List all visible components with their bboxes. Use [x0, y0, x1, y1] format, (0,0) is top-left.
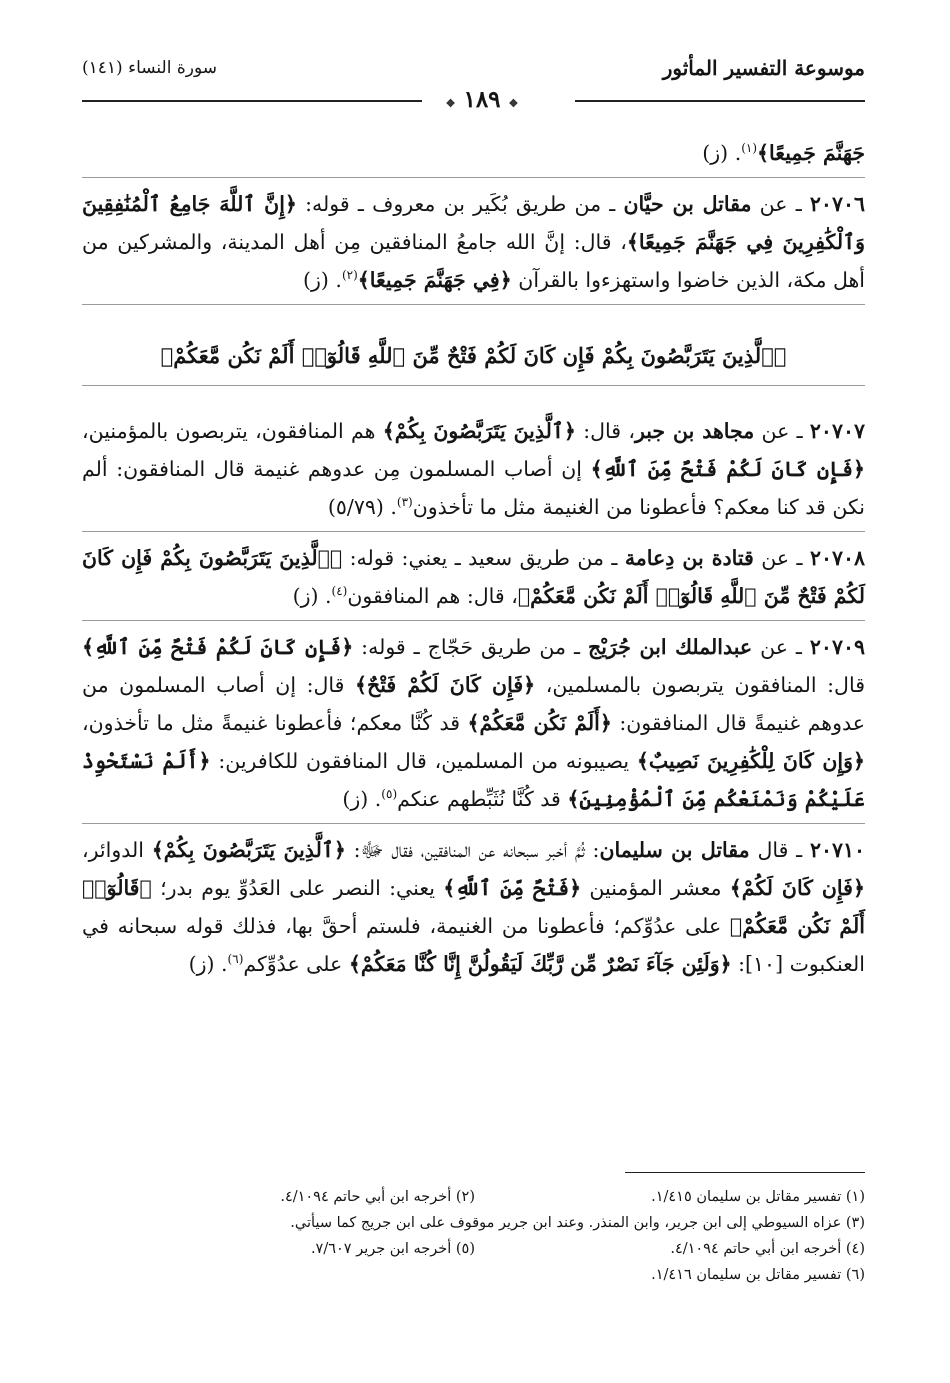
page-number — [432, 86, 532, 113]
entry-number: ٢٠٧٠٨ — [809, 546, 865, 570]
page-number-text: ١٨٩ — [463, 86, 501, 113]
footnote-ref: (٦) — [227, 952, 244, 967]
quran-quote: ﴿فَإِن كَانَ لَكُمْ فَتْحٌ﴾ — [355, 673, 536, 697]
footnote-ref: (٤) — [331, 584, 348, 599]
footnote-6: (٦) تفسير مقاتل بن سليمان ١/٤١٦. — [651, 1267, 865, 1283]
surah-reference: سورة النساء (١٤١) — [82, 58, 218, 78]
header-rule-right — [575, 100, 865, 102]
footnote-ref: (١) — [741, 141, 758, 156]
quran-quote: ﴿ٱلَّذِينَ يَتَرَبَّصُونَ بِكُمْ فَإِن كَانَ لَكُمْ فَتْحٌ مِّنَ ٱللَّهِ قَالُوٓا۟ أَلَمْ نَكُن مَّعَكُمْ﴾ — [82, 546, 865, 608]
text-span: قال: إن أصاب المسلمون من عدوهم غنيمةً قال المنافقون: — [82, 673, 865, 735]
source-code: . (ز) — [292, 584, 332, 608]
entry-20706 — [82, 185, 865, 305]
running-header — [82, 56, 865, 113]
entry-number: ٢٠٧٠٩ — [809, 635, 865, 659]
text-span: ، قال: — [575, 419, 635, 443]
text-span: على عدُوِّكم؛ فأعطونا من الغنيمة، فلستم أحقَّ بها، فذلك قوله سبحانه في العنكبوت [١٠]: — [82, 914, 865, 976]
header-rule-left — [82, 100, 422, 102]
text-span: ـ عن — [752, 635, 810, 659]
text-span: ، قال: إنَّ الله جامعُ المنافقين مِن أهل المدينة، والمشركين من أهل مكة، الذين خاضوا واستهزءوا بالقرآن — [82, 230, 865, 292]
quran-quote: ﴿وَلَئِن جَآءَ نَصْرٌ مِّن رَّبِّكَ لَيَقُولُنَّ إِنَّا كُنَّا مَعَكُمْ﴾ — [348, 952, 732, 976]
footnote-4: (٤) أخرجه ابن أبي حاتم ٤/١٠٩٤. — [670, 1241, 865, 1257]
narrator-name: مجاهد بن جبر — [634, 419, 755, 443]
source-code: . (ز) — [188, 952, 228, 976]
quran-quote: جَهَنَّمَ جَمِيعًا﴾ — [757, 141, 865, 165]
quran-quote: ﴿فَإِن كَانَ لَكُمْ فَتْحٌ مِّنَ ٱللَّهِ﴾ — [590, 457, 865, 481]
footnote-row — [82, 1184, 865, 1210]
footnote-separator — [625, 1172, 865, 1173]
text-span: يصيبونه من المسلمين، قال المنافقون للكافرين: — [210, 749, 637, 773]
ornament-icon: ❖ — [508, 97, 519, 110]
text-span: : ثُمَّ أخبر سبحانه عن المنافقين، فقال ﷻ: — [345, 838, 600, 862]
text-span: ، قال: هم المنافقون — [347, 584, 518, 608]
footnote-ref: (٢) — [341, 268, 358, 283]
entry-20710 — [82, 831, 865, 988]
footnote-row — [82, 1236, 865, 1262]
narrator-name: مقاتل بن سليمان — [599, 838, 750, 862]
text-span: يعني: النصر على العَدُوِّ يوم بدر؛ — [151, 876, 444, 900]
text-span: ـ من طريق بُكَير بن معروف ـ قوله: — [296, 192, 624, 216]
narrator-name: عبدالملك ابن جُرَيْج — [587, 635, 753, 659]
quran-quote: ﴿فَإِن كَانَ لَكُمْ﴾ — [729, 876, 865, 900]
text-span: ـ عن — [754, 419, 810, 443]
quran-quote: ﴿فِي جَهَنَّمَ جَمِيعًا﴾ — [357, 268, 512, 292]
footnote-ref: (٣) — [396, 495, 413, 510]
source-code: . (ز) — [303, 268, 342, 292]
quran-quote: ﴿فَإِن كَانَ لَكُمْ فَتْحٌ مِّنَ ٱللَّهِ﴾ — [82, 635, 354, 659]
text-span: على عدُوِّكم — [243, 952, 349, 976]
source-code: . (ز) — [342, 787, 382, 811]
footnote-1: (١) تفسير مقاتل بن سليمان ١/٤١٥. — [651, 1189, 865, 1205]
text-span: قال: المنافقون يتربصون بالمسلمين، — [535, 673, 865, 697]
entry-20708 — [82, 539, 865, 621]
main-text — [82, 134, 865, 995]
text-span: ـ من طريق حَجّاج ـ قوله: — [353, 635, 588, 659]
entry-number: ٢٠٧١٠ — [809, 838, 865, 862]
quran-quote: ﴿ٱلَّذِينَ يَتَرَبَّصُونَ بِكُمْ﴾ — [382, 419, 576, 443]
text-span: قد كُنَّا نُثَبِّطهم عنكم — [397, 787, 568, 811]
text-span: ـ من طريق سعيد ـ يعني: قوله: — [342, 546, 625, 570]
entry-20707 — [82, 412, 865, 532]
entry-number: ٢٠٧٠٧ — [809, 419, 865, 443]
text-span: قد كُنَّا معكم؛ فأعطونا غنيمةً مثل ما تأخذون، — [82, 711, 468, 735]
text-span: ـ قال — [749, 838, 810, 862]
footnote-3: (٣) عزاه السيوطي إلى ابن جرير، وابن المنذر. وعند ابن جرير موقوف على ابن جريج كما سيأتي. — [290, 1215, 865, 1231]
footnote-2: (٢) أخرجه ابن أبي حاتم ٤/١٠٩٤. — [280, 1189, 475, 1205]
quran-quote: ﴿أَلَمْ نَسْتَحْوِذْ عَلَيْكُمْ وَنَمْنَعْكُم مِّنَ ٱلْمُؤْمِنِينَ﴾ — [82, 749, 865, 811]
quran-quote: ﴿ٱلَّذِينَ يَتَرَبَّصُونَ بِكُمْ﴾ — [151, 838, 346, 862]
text-span: ـ عن — [753, 546, 810, 570]
source-code: . (ز) — [702, 141, 742, 165]
ornament-icon: ❖ — [445, 97, 456, 110]
narrator-name: مقاتل بن حيَّان — [623, 192, 752, 216]
text-span: ـ عن — [751, 192, 810, 216]
paragraph-continuation — [82, 134, 865, 178]
entry-20709 — [82, 628, 865, 824]
quran-quote: ﴿فَتْحٌ مِّنَ ٱللَّهِ﴾ — [443, 876, 582, 900]
quran-quote: ﴿إِنَّ ٱللَّهَ جَامِعُ ٱلْمُنَٰفِقِينَ وَٱلْكَٰفِرِينَ فِي جَهَنَّمَ جَمِيعًا﴾ — [82, 192, 865, 254]
entry-number: ٢٠٧٠٦ — [809, 192, 865, 216]
footnote-5: (٥) أخرجه ابن جرير ٧/٦٠٧. — [310, 1241, 475, 1257]
quran-quote: ﴿أَلَمْ نَكُن مَّعَكُمْ﴾ — [467, 711, 612, 735]
book-title: موسوعة التفسير المأثور — [662, 56, 865, 80]
text-span: إن أصاب المسلمون مِن عدوهم غنيمة قال المنافقون: ألم نكن قد كنا معكم؟ فأعطونا من الغنيمة مثل ما تأخذون — [82, 457, 865, 519]
source-code: . (٥/٧٩) — [327, 495, 397, 519]
text-span: معشر المؤمنين — [581, 876, 730, 900]
text-span: الدوائر، — [82, 838, 152, 862]
quran-quote: ﴿قَالُوٓا۟ أَلَمْ نَكُن مَّعَكُمْ﴾ — [82, 876, 865, 938]
quran-quote: ﴿وَإِن كَانَ لِلْكَٰفِرِينَ نَصِيبٌ﴾ — [636, 749, 865, 773]
verse-heading: ﴿ٱلَّذِينَ يَتَرَبَّصُونَ بِكُمْ فَإِن كَانَ لَكُمْ فَتْحٌ مِّنَ ٱللَّهِ قَالُوٓا۟ أَلَمْ نَكُن مَّعَكُمْ﴾ — [82, 337, 865, 386]
footnotes — [82, 1184, 865, 1288]
footnote-ref: (٥) — [381, 787, 398, 802]
narrator-name: قتادة بن دِعامة — [624, 546, 754, 570]
text-span: هم المنافقون، يتربصون بالمؤمنين، — [82, 419, 383, 443]
